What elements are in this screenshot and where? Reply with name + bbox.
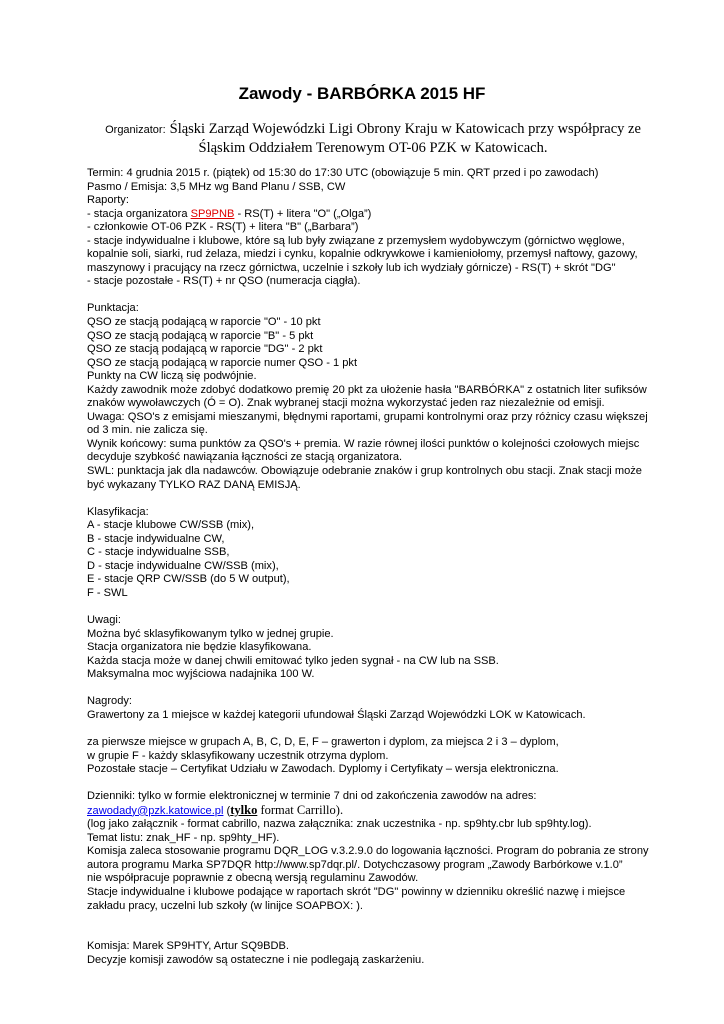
scoring-line: QSO ze stacją podającą w raporcie "B" - 5 pkt xyxy=(87,329,314,342)
classification-item: D - stacje indywidualne CW/SSB (mix), xyxy=(87,559,279,572)
scoring-line: QSO ze stacją podającą w raporcie "DG" - 2 pkt xyxy=(87,343,323,356)
organizer-block xyxy=(80,120,666,157)
scoring-line: Każdy zawodnik może zdobyć dodatkowo premię 20 pkt za ułożenie hasła "BARBÓRKA" z ostatnich liter sufiksów xyxy=(87,383,647,396)
remarks-line: Stacja organizatora nie będzie klasyfikowana. xyxy=(87,641,312,654)
organizer-callsign-link[interactable]: SP9PNB xyxy=(190,207,235,220)
scoring-line: być wykazany TYLKO RAZ DANĄ EMISJĄ. xyxy=(87,478,301,491)
logs-line: (log jako załącznik - format cabrillo, nazwa załącznika: znak uczestnika - np. sp9hty.cbr lub sp9hty.log). xyxy=(87,818,592,831)
report-other: - stacje pozostałe - RS(T) + nr QSO (numeracja ciągła). xyxy=(87,275,361,288)
logs-line: autora programu Marka SP7DQR http://www.sp7dqr.pl/. Dotychczasowy program „Zawody Barbórkowe v.1.0” xyxy=(87,858,623,871)
report-member: - członkowie OT-06 PZK - RS(T) + litera "B" („Barbara”) xyxy=(87,221,359,234)
scoring-line: decyduje szybkość nawiązania łączności ze stacją organizatora. xyxy=(87,451,403,464)
scoring-line: Uwaga: QSO's z emisjami mieszanymi, błędnymi raportami, grupami kontrolnymi oraz przy różnicy czasu większej xyxy=(87,410,648,423)
logs-section xyxy=(87,790,647,913)
logs-line: zakładu pracy, uczelni lub szkoły (w linijce SOAPBOX: ). xyxy=(87,899,364,912)
organizer-line-2: Śląskim Oddziałem Terenowym OT-06 PZK w Katowicach. xyxy=(198,140,548,156)
report-individual-line: maszynowy i pracujący na rzecz górnictwa, uczelnie i szkoły lub ich wydziały górnicze) - RS(T) + skrót "DG" xyxy=(87,261,616,274)
logs-intro: Dzienniki: tylko w formie elektronicznej w terminie 7 dni od zakończenia zawodów na adres: xyxy=(87,790,537,803)
logs-email-line: zawodady@pzk.katowice.pl (tylko format Carrillo). xyxy=(87,802,344,817)
awards-section xyxy=(87,695,647,776)
remarks-line: Maksymalna moc wyjściowa nadajnika 100 W. xyxy=(87,668,315,681)
scoring-line: QSO ze stacją podającą w raporcie numer QSO - 1 pkt xyxy=(87,356,358,369)
scoring-line: QSO ze stacją podającą w raporcie "O" - 10 pkt xyxy=(87,316,321,329)
scoring-line: Punkty na CW liczą się podwójnie. xyxy=(87,370,257,383)
only-emphasis: tylko xyxy=(230,802,258,817)
scoring-line: Wynik końcowy: suma punktów za QSO's + premia. W razie równej ilości punktów o kolejności czołowych miejsc xyxy=(87,437,640,450)
awards-line: w grupie F - każdy sklasyfikowany uczestnik otrzyma dyplom. xyxy=(87,749,389,762)
classification-item: C - stacje indywidualne SSB, xyxy=(87,546,230,559)
contest-date: Termin: 4 grudnia 2015 r. (piątek) od 15:30 do 17:30 UTC (obowiązuje 5 min. QRT przed i po zawodach) xyxy=(87,167,599,179)
remarks-line: Można być sklasyfikowanym tylko w jednej grupie. xyxy=(87,627,334,640)
committee-decision: Decyzje komisji zawodów są ostateczne i nie podlegają zaskarżeniu. xyxy=(87,953,425,966)
classification-item: E - stacje QRP CW/SSB (do 5 W output), xyxy=(87,573,290,586)
regulations-body xyxy=(87,167,647,967)
awards-heading: Nagrody: xyxy=(87,695,133,708)
classification-item: B - stacje indywidualne CW, xyxy=(87,532,225,545)
logs-line: Stacje indywidualne i klubowe podające w raportach skrót "DG" powinny w dzienniku określić nazwę i miejsce xyxy=(87,885,626,898)
logs-line: Komisja zaleca stosowanie programu DQR_LOG v.3.2.9.0 do logowania łączności. Program do pobrania ze strony xyxy=(87,845,649,858)
band-mode: Pasmo / Emisja: 3,5 MHz wg Band Planu / SSB, CW xyxy=(87,180,346,193)
organizer-label: Organizator: xyxy=(105,124,166,136)
organizer-line-1: Śląski Zarząd Wojewódzki Ligi Obrony Kraju w Katowicach przy współpracy ze xyxy=(169,121,641,137)
scoring-line: SWL: punktacja jak dla nadawców. Obowiązuje odebranie znaków i grup kontrolnych obu stacji. Znak stacji może xyxy=(87,465,642,478)
awards-line: za pierwsze miejsce w grupach A, B, C, D, E, F – grawerton i dyplom, za miejsca 2 i 3 – dyplom, xyxy=(87,735,559,748)
awards-line: Pozostałe stacje – Certyfikat Udziału w Zawodach. Dyplomy i Certyfikaty – wersja elektroniczna. xyxy=(87,763,559,776)
scoring-line: od 3 min. nie zalicza się. xyxy=(87,424,208,437)
committee-section xyxy=(87,940,647,967)
remarks-heading: Uwagi: xyxy=(87,614,121,627)
email-link[interactable]: zawodady@pzk.katowice.pl xyxy=(87,804,224,817)
remarks-section xyxy=(87,614,647,682)
committee-members: Komisja: Marek SP9HTY, Artur SQ9BDB. xyxy=(87,940,290,953)
scoring-heading: Punktacja: xyxy=(87,302,139,315)
classification-section xyxy=(87,506,647,601)
document-title: Zawody - BARBÓRKA 2015 HF xyxy=(238,84,486,103)
reports-heading: Raporty: xyxy=(87,194,129,207)
report-individual-line: - stacje indywidualne i klubowe, które są lub były związane z przemysłem wydobywczym (górnictwo węglowe, xyxy=(87,234,625,247)
scoring-section xyxy=(87,302,647,492)
scoring-line: znaków wywoławczych (Ó = O). Znak wybranej stacji można wykorzystać jeden raz niezależnie od emisji. xyxy=(87,397,605,410)
logs-line: Temat listu: znak_HF - np. sp9hty_HF). xyxy=(87,831,280,844)
classification-item: A - stacje klubowe CW/SSB (mix), xyxy=(87,519,255,532)
awards-line: Grawertony za 1 miejsce w każdej kategorii ufundował Śląski Zarząd Wojewódzki LOK w Katowicach. xyxy=(87,708,586,721)
logs-line: nie współpracuje poprawnie z obecną wersją regulaminu Zawodów. xyxy=(87,872,419,885)
classification-heading: Klasyfikacja: xyxy=(87,505,149,518)
report-individual-line: kopalnie soli, siarki, rud żelaza, miedzi i cynku, kopalnie odkrywkowe i kamieniołomy, przemysł naftowy, gazowy, xyxy=(87,248,638,261)
classification-item: F - SWL xyxy=(87,586,128,599)
remarks-line: Każda stacja może w danej chwili emitować tylko jeden sygnał - na CW lub na SSB. xyxy=(87,654,499,667)
report-organizer: - stacja organizatora SP9PNB - RS(T) + litera "O" („Olga”) xyxy=(87,207,372,220)
